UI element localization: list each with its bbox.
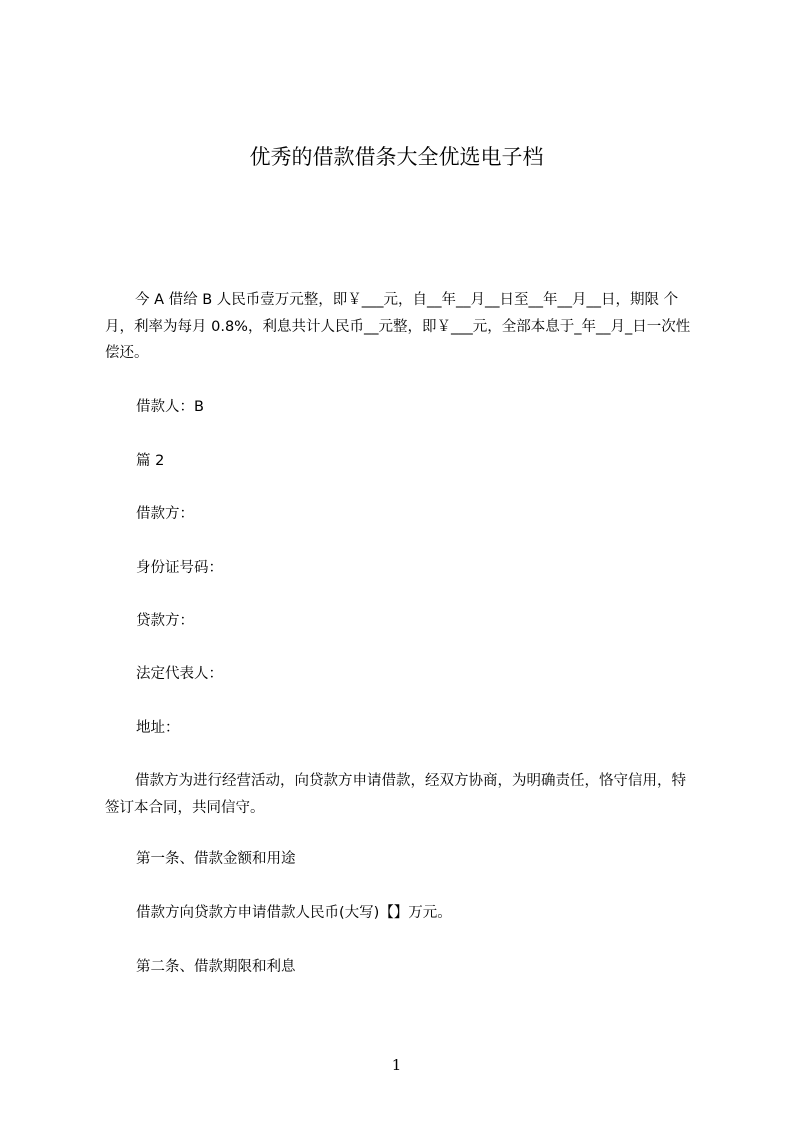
lender-field: 贷款方： xyxy=(136,613,194,629)
legal-representative-field: 法定代表人： xyxy=(136,666,223,682)
loan-note-paragraph: 今 A 借给 B 人民币壹万元整，即￥___元，自__年__月__日至__年__月__日，期限 个月，利率为每月 0.8%，利息共计人民币__元整，即￥___元，全部本息于_年__月_日一次性偿还。 xyxy=(105,292,691,361)
borrower-signature-line: 借款人：B xyxy=(136,399,204,415)
contract-preamble-paragraph: 借款方为进行经营活动，向贷款方申请借款，经双方协商，为明确责任，恪守信用，特签订本合同，共同信守。 xyxy=(105,773,686,816)
address-field: 地址： xyxy=(136,720,180,736)
article-one-heading: 第一条、借款金额和用途 xyxy=(136,851,296,867)
document-title: 优秀的借款借条大全优选电子档 xyxy=(249,145,544,169)
article-one-text: 借款方向贷款方申请借款人民币(大写)【】万元。 xyxy=(136,905,452,921)
article-two-heading: 第二条、借款期限和利息 xyxy=(136,959,296,975)
id-number-field: 身份证号码： xyxy=(136,560,223,576)
section-heading: 篇 2 xyxy=(136,453,165,469)
borrower-field: 借款方： xyxy=(136,506,194,522)
page-number: 1 xyxy=(391,1056,402,1074)
